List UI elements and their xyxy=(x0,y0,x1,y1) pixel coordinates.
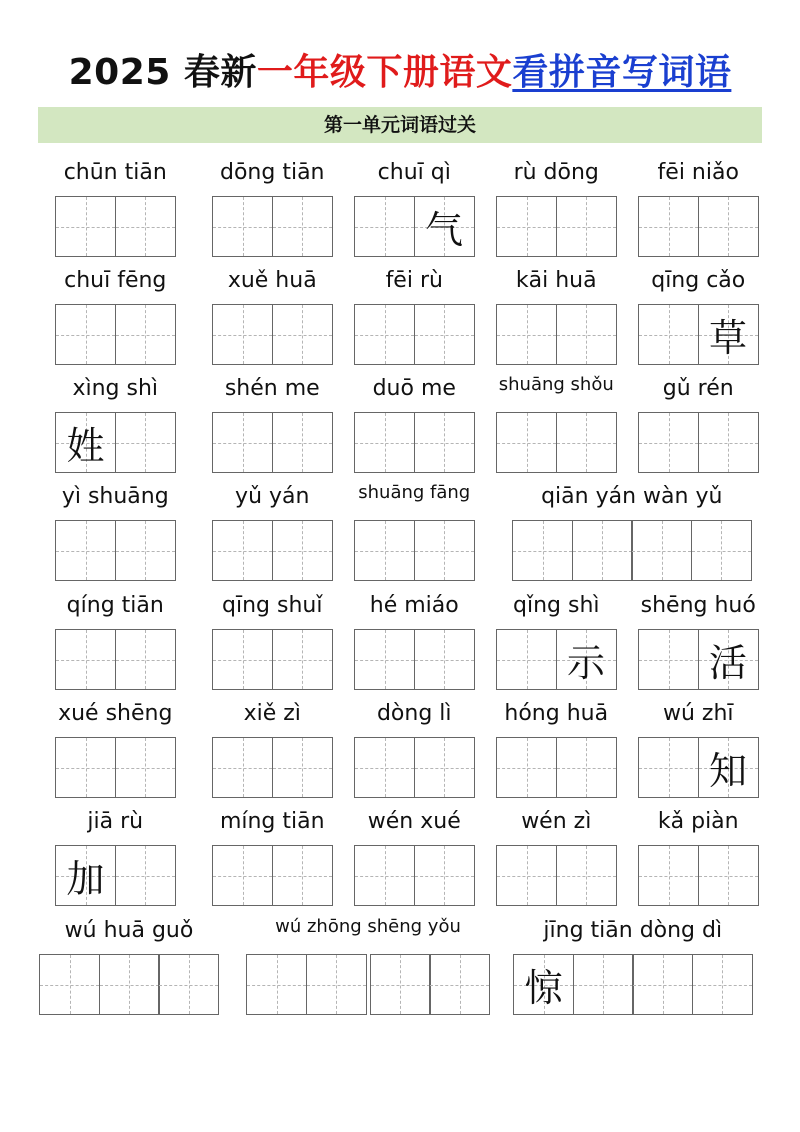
given-character xyxy=(639,630,698,689)
given-character xyxy=(56,630,115,689)
writing-cell[interactable] xyxy=(556,412,617,473)
writing-cell[interactable] xyxy=(272,737,333,798)
word-item xyxy=(354,374,475,474)
writing-cell[interactable] xyxy=(556,737,617,798)
tianzige-group xyxy=(638,845,759,906)
word-item xyxy=(55,374,176,474)
given-character xyxy=(513,521,572,580)
given-character xyxy=(574,955,633,1014)
tianzige-group xyxy=(354,845,475,906)
given-character xyxy=(247,955,306,1014)
writing-cell[interactable] xyxy=(55,196,116,257)
given-character xyxy=(355,738,414,797)
word-item xyxy=(496,266,617,366)
writing-cell[interactable] xyxy=(115,845,176,906)
given-character xyxy=(116,413,175,472)
writing-cell[interactable] xyxy=(272,629,333,690)
writing-cell[interactable] xyxy=(496,845,557,906)
writing-cell[interactable] xyxy=(429,954,490,1015)
writing-cell[interactable] xyxy=(212,412,273,473)
writing-cell[interactable] xyxy=(691,520,752,581)
tianzige-group xyxy=(55,304,176,365)
given-character xyxy=(497,305,556,364)
writing-cell[interactable] xyxy=(638,196,699,257)
given-character: 惊 xyxy=(524,966,563,1010)
given-character: 气 xyxy=(424,208,463,252)
tianzige-group xyxy=(55,629,176,690)
given-character: 加 xyxy=(66,857,105,901)
pinyin-label: rù dōng xyxy=(513,160,599,185)
word-item xyxy=(638,374,759,474)
pinyin-label: duō me xyxy=(372,376,456,401)
writing-cell[interactable] xyxy=(55,737,116,798)
given-character xyxy=(415,846,474,905)
given-character xyxy=(497,630,556,689)
writing-cell[interactable] xyxy=(638,629,699,690)
tianzige-group xyxy=(638,629,759,690)
word-item xyxy=(55,591,176,691)
tianzige-group xyxy=(354,520,475,581)
given-character xyxy=(56,305,115,364)
pinyin-label: wú zhī xyxy=(662,701,734,726)
tianzige-group xyxy=(246,954,490,1015)
writing-cell[interactable] xyxy=(272,412,333,473)
pinyin-label: qīng cǎo xyxy=(651,268,746,293)
tianzige-group xyxy=(496,629,617,690)
word-item xyxy=(55,482,176,582)
tianzige-group xyxy=(354,196,475,257)
tianzige-group xyxy=(354,412,475,473)
tianzige-group xyxy=(496,304,617,365)
pinyin-label: kāi huā xyxy=(515,268,597,293)
word-item xyxy=(39,916,219,1016)
word-item xyxy=(496,158,617,258)
writing-cell[interactable] xyxy=(99,954,160,1015)
pinyin-label: qǐng shì xyxy=(513,593,600,618)
word-item xyxy=(354,699,475,799)
given-character xyxy=(557,413,616,472)
writing-cell[interactable] xyxy=(55,845,116,906)
given-character xyxy=(56,521,115,580)
writing-cell[interactable] xyxy=(512,520,573,581)
word-item xyxy=(638,699,759,799)
given-character xyxy=(273,305,332,364)
given-character xyxy=(116,305,175,364)
given-character xyxy=(159,955,218,1014)
writing-cell[interactable] xyxy=(272,196,333,257)
given-character xyxy=(116,197,175,256)
given-character xyxy=(273,521,332,580)
given-character xyxy=(213,305,272,364)
given-character xyxy=(273,197,332,256)
writing-cell[interactable] xyxy=(414,629,475,690)
pinyin-label: chūn tiān xyxy=(63,160,167,185)
given-character xyxy=(273,413,332,472)
writing-cell[interactable] xyxy=(638,412,699,473)
tianzige-group xyxy=(39,954,219,1015)
pinyin-label: xuě huā xyxy=(227,268,317,293)
writing-cell[interactable] xyxy=(115,629,176,690)
given-character xyxy=(213,413,272,472)
given-character xyxy=(497,197,556,256)
given-character xyxy=(639,197,698,256)
writing-cell[interactable] xyxy=(354,304,415,365)
writing-cell[interactable] xyxy=(55,412,116,473)
word-item xyxy=(512,482,752,582)
given-character xyxy=(557,305,616,364)
pinyin-label: shuāng shǒu xyxy=(498,374,614,395)
pinyin-label: gǔ rén xyxy=(662,376,734,401)
pinyin-label: qīng shuǐ xyxy=(222,593,323,618)
writing-cell[interactable] xyxy=(306,954,367,1015)
tianzige-group xyxy=(212,737,333,798)
title-year: 2025 春新 xyxy=(68,52,257,93)
writing-cell[interactable] xyxy=(212,304,273,365)
writing-cell[interactable] xyxy=(698,845,759,906)
given-character xyxy=(639,413,698,472)
writing-cell[interactable] xyxy=(496,737,557,798)
given-character xyxy=(116,738,175,797)
word-item xyxy=(212,591,333,691)
writing-cell[interactable] xyxy=(272,845,333,906)
given-character xyxy=(699,413,758,472)
given-character xyxy=(497,738,556,797)
given-character xyxy=(213,846,272,905)
pinyin-label: yǔ yán xyxy=(235,484,310,509)
writing-cell[interactable] xyxy=(246,954,307,1015)
tianzige-group xyxy=(212,304,333,365)
given-character xyxy=(116,630,175,689)
word-item xyxy=(354,807,475,907)
given-character xyxy=(415,413,474,472)
word-item xyxy=(212,699,333,799)
word-item xyxy=(496,699,617,799)
writing-cell[interactable] xyxy=(55,629,116,690)
writing-cell[interactable] xyxy=(212,845,273,906)
given-character xyxy=(355,846,414,905)
pinyin-label: fēi rù xyxy=(385,268,443,293)
given-character xyxy=(213,521,272,580)
given-character xyxy=(557,197,616,256)
word-item xyxy=(513,916,753,1016)
word-item xyxy=(354,482,475,582)
given-character xyxy=(557,846,616,905)
page-title xyxy=(0,44,800,95)
word-item xyxy=(496,591,617,691)
writing-cell[interactable] xyxy=(513,954,574,1015)
tianzige-group xyxy=(354,629,475,690)
given-character: 示 xyxy=(566,641,605,685)
word-item xyxy=(55,699,176,799)
word-item xyxy=(638,591,759,691)
word-item xyxy=(212,374,333,474)
given-character xyxy=(639,738,698,797)
tianzige-group xyxy=(638,412,759,473)
writing-cell[interactable] xyxy=(698,196,759,257)
given-character xyxy=(639,846,698,905)
pinyin-label: chuī fēng xyxy=(64,268,167,293)
given-character xyxy=(273,846,332,905)
pinyin-label: qiān yán wàn yǔ xyxy=(541,484,723,509)
writing-cell[interactable] xyxy=(631,520,692,581)
tianzige-group xyxy=(212,629,333,690)
writing-cell[interactable] xyxy=(496,304,557,365)
pinyin-label: xiě zì xyxy=(243,701,301,726)
tianzige-group xyxy=(212,845,333,906)
writing-cell[interactable] xyxy=(55,520,116,581)
given-character xyxy=(573,521,632,580)
writing-cell[interactable] xyxy=(414,845,475,906)
writing-cell[interactable] xyxy=(354,196,415,257)
word-item xyxy=(638,807,759,907)
writing-cell[interactable] xyxy=(496,196,557,257)
pinyin-label: jiā rù xyxy=(87,809,144,834)
word-item xyxy=(55,158,176,258)
given-character xyxy=(415,738,474,797)
given-character xyxy=(371,955,430,1014)
writing-cell[interactable] xyxy=(414,412,475,473)
writing-cell[interactable] xyxy=(572,520,633,581)
given-character: 姓 xyxy=(66,424,105,468)
pinyin-label: dōng tiān xyxy=(220,160,325,185)
given-character xyxy=(213,738,272,797)
given-character xyxy=(40,955,99,1014)
given-character xyxy=(699,197,758,256)
tianzige-group xyxy=(638,737,759,798)
writing-cell[interactable] xyxy=(556,629,617,690)
writing-cell[interactable] xyxy=(158,954,219,1015)
tianzige-group xyxy=(496,737,617,798)
pinyin-label: wú zhōng shēng yǒu xyxy=(275,916,461,937)
given-character xyxy=(557,738,616,797)
writing-cell[interactable] xyxy=(354,737,415,798)
given-character xyxy=(100,955,159,1014)
writing-cell[interactable] xyxy=(354,845,415,906)
tianzige-group xyxy=(354,304,475,365)
given-character xyxy=(213,630,272,689)
writing-cell[interactable] xyxy=(354,520,415,581)
pinyin-label: xìng shì xyxy=(72,376,159,401)
word-item xyxy=(212,807,333,907)
tianzige-group xyxy=(496,845,617,906)
writing-cell[interactable] xyxy=(212,629,273,690)
title-grade: 一年级下册语文 xyxy=(256,52,513,93)
given-character xyxy=(116,521,175,580)
pinyin-label: dòng lì xyxy=(376,701,452,726)
word-item xyxy=(638,266,759,366)
writing-cell[interactable] xyxy=(698,412,759,473)
word-item xyxy=(212,266,333,366)
given-character xyxy=(693,955,752,1014)
writing-cell[interactable] xyxy=(638,304,699,365)
given-character: 草 xyxy=(708,316,747,360)
tianzige-group xyxy=(212,412,333,473)
writing-cell[interactable] xyxy=(212,737,273,798)
given-character xyxy=(415,305,474,364)
writing-cell[interactable] xyxy=(272,520,333,581)
tianzige-group xyxy=(638,304,759,365)
writing-cell[interactable] xyxy=(414,196,475,257)
title-task: 看拼音写词语 xyxy=(512,52,732,93)
tianzige-group xyxy=(55,845,176,906)
writing-cell[interactable] xyxy=(212,196,273,257)
tianzige-group xyxy=(55,196,176,257)
given-character xyxy=(415,630,474,689)
pinyin-label: qíng tiān xyxy=(66,593,164,618)
tianzige-group xyxy=(496,412,617,473)
given-character xyxy=(633,955,692,1014)
given-character xyxy=(307,955,366,1014)
pinyin-label: míng tiān xyxy=(219,809,325,834)
given-character xyxy=(273,738,332,797)
given-character xyxy=(355,630,414,689)
pinyin-label: hé miáo xyxy=(369,593,459,618)
writing-cell[interactable] xyxy=(573,954,634,1015)
given-character xyxy=(116,846,175,905)
word-item xyxy=(354,591,475,691)
given-character xyxy=(355,521,414,580)
writing-cell[interactable] xyxy=(115,304,176,365)
writing-cell[interactable] xyxy=(115,520,176,581)
word-item xyxy=(212,158,333,258)
writing-cell[interactable] xyxy=(638,737,699,798)
given-character xyxy=(415,521,474,580)
tianzige-group xyxy=(496,196,617,257)
writing-cell[interactable] xyxy=(698,304,759,365)
pinyin-label: wú huā guǒ xyxy=(64,918,194,943)
given-character xyxy=(632,521,691,580)
given-character xyxy=(355,413,414,472)
given-character: 知 xyxy=(708,749,747,793)
given-character: 活 xyxy=(708,641,747,685)
given-character xyxy=(56,738,115,797)
given-character xyxy=(355,197,414,256)
writing-cell[interactable] xyxy=(496,412,557,473)
tianzige-group xyxy=(354,737,475,798)
writing-cell[interactable] xyxy=(692,954,753,1015)
writing-cell[interactable] xyxy=(556,304,617,365)
word-item xyxy=(496,374,617,474)
pinyin-label: jīng tiān dòng dì xyxy=(543,918,723,943)
pinyin-label: fēi niǎo xyxy=(657,160,739,185)
given-character xyxy=(497,413,556,472)
writing-cell[interactable] xyxy=(698,629,759,690)
given-character xyxy=(692,521,751,580)
given-character xyxy=(639,305,698,364)
word-item xyxy=(354,266,475,366)
word-item xyxy=(246,916,490,1016)
writing-cell[interactable] xyxy=(556,196,617,257)
word-item xyxy=(354,158,475,258)
writing-cell[interactable] xyxy=(115,737,176,798)
writing-cell[interactable] xyxy=(414,520,475,581)
writing-cell[interactable] xyxy=(414,737,475,798)
writing-cell[interactable] xyxy=(556,845,617,906)
word-item xyxy=(496,807,617,907)
writing-cell[interactable] xyxy=(272,304,333,365)
unit-heading: 第一单元词语过关 xyxy=(38,107,762,143)
writing-cell[interactable] xyxy=(354,629,415,690)
given-character xyxy=(56,197,115,256)
writing-cell[interactable] xyxy=(115,412,176,473)
tianzige-group xyxy=(212,520,333,581)
writing-cell[interactable] xyxy=(55,304,116,365)
writing-cell[interactable] xyxy=(698,737,759,798)
word-item xyxy=(212,482,333,582)
pinyin-label: shuāng fāng xyxy=(358,482,471,503)
given-character xyxy=(430,955,489,1014)
writing-cell[interactable] xyxy=(354,412,415,473)
given-character xyxy=(355,305,414,364)
pinyin-label: shēng huó xyxy=(640,593,756,618)
writing-cell[interactable] xyxy=(370,954,431,1015)
writing-cell[interactable] xyxy=(496,629,557,690)
word-item xyxy=(55,266,176,366)
pinyin-label: xué shēng xyxy=(58,701,173,726)
word-item xyxy=(638,158,759,258)
tianzige-group xyxy=(55,412,176,473)
pinyin-label: shén me xyxy=(224,376,320,401)
pinyin-label: yì shuāng xyxy=(61,484,169,509)
writing-cell[interactable] xyxy=(115,196,176,257)
pinyin-label: hóng huā xyxy=(504,701,609,726)
writing-cell[interactable] xyxy=(414,304,475,365)
tianzige-group xyxy=(512,520,752,581)
given-character xyxy=(213,197,272,256)
given-character xyxy=(497,846,556,905)
tianzige-group xyxy=(212,196,333,257)
writing-cell[interactable] xyxy=(638,845,699,906)
tianzige-group xyxy=(638,196,759,257)
word-item xyxy=(55,807,176,907)
pinyin-label: wén zì xyxy=(521,809,592,834)
tianzige-group xyxy=(55,737,176,798)
tianzige-group xyxy=(55,520,176,581)
writing-cell[interactable] xyxy=(212,520,273,581)
given-character xyxy=(699,846,758,905)
writing-cell[interactable] xyxy=(632,954,693,1015)
writing-cell[interactable] xyxy=(39,954,100,1015)
tianzige-group xyxy=(513,954,753,1015)
pinyin-label: kǎ piàn xyxy=(657,809,739,834)
pinyin-label: wén xué xyxy=(367,809,461,834)
pinyin-label: chuī qì xyxy=(377,160,451,185)
given-character xyxy=(273,630,332,689)
